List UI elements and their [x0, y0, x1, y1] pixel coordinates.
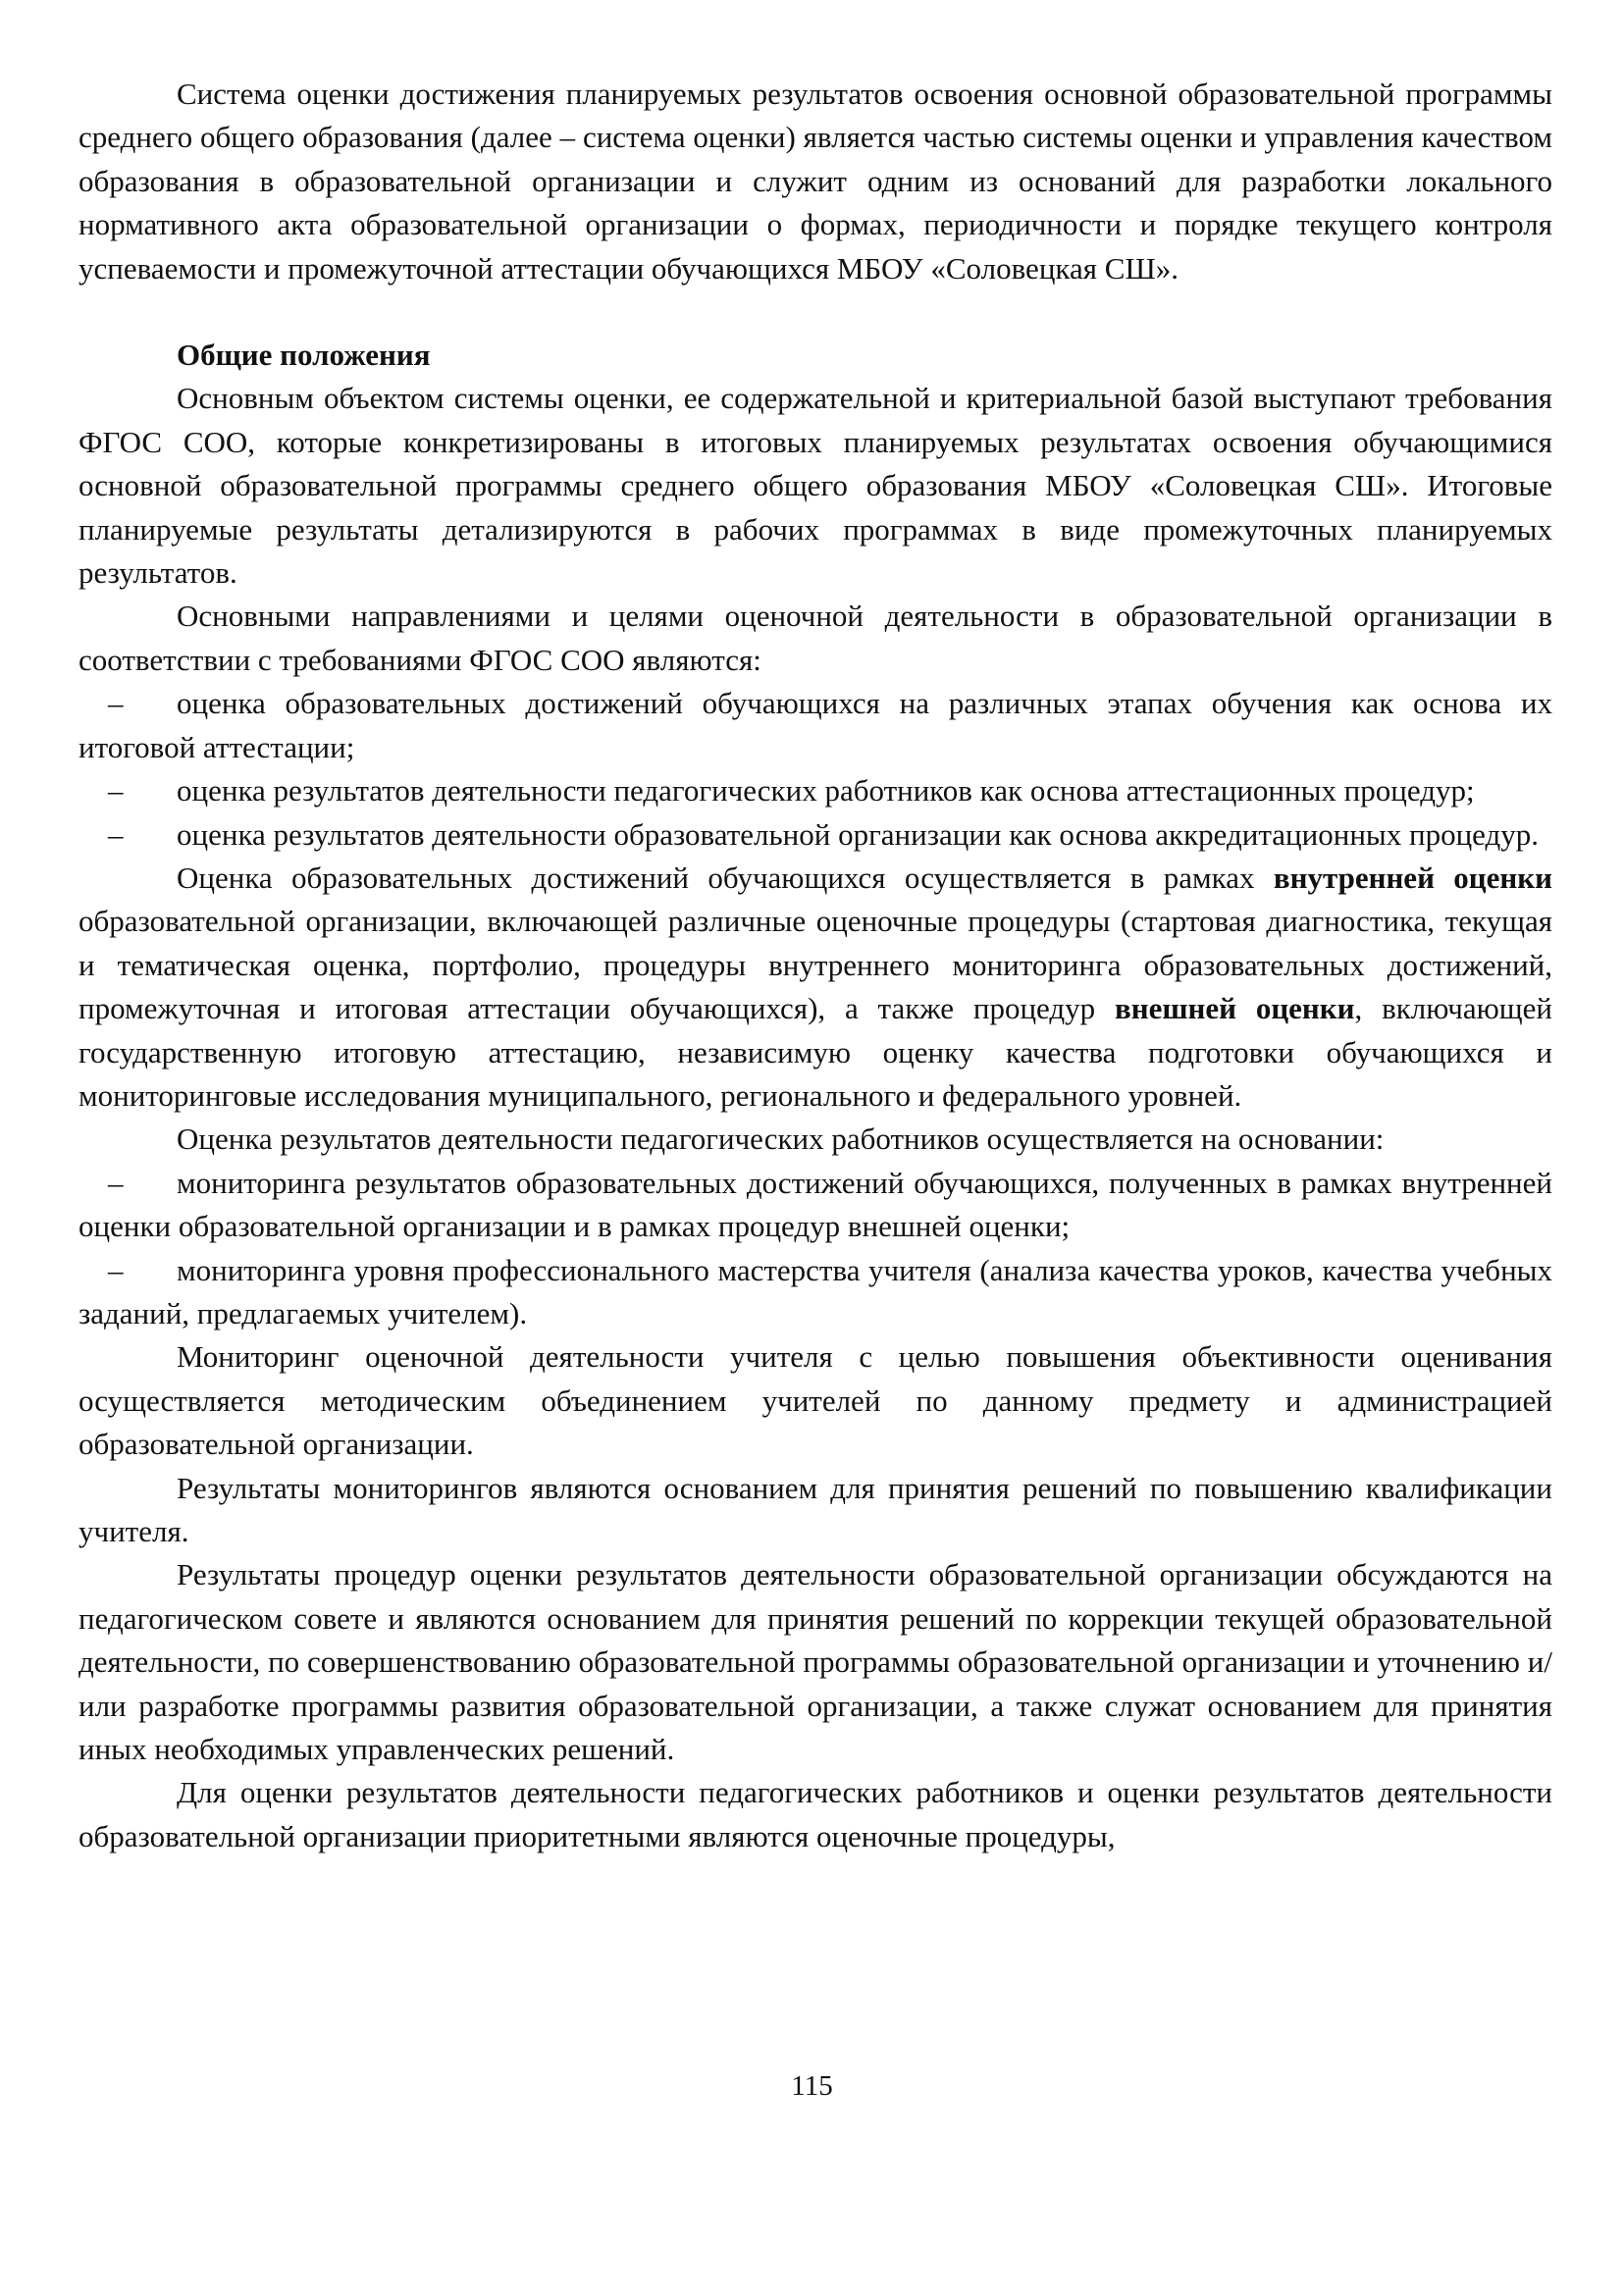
list-item: [79, 769, 1552, 812]
dash-marker: –: [108, 686, 124, 721]
paragraph-teacher-evaluation: Оценка результатов деятельности педагогических работников осуществляется на основании:: [177, 1121, 1385, 1157]
list-item-text: оценка результатов деятельности педагогических работников как основа аттестационных процедур;: [177, 773, 1475, 808]
intro-paragraph: Система оценки достижения планируемых результатов освоения основной образовательной программы среднего общего образования (далее – система оценки) является частью системы оценки и управления качеством образования в образовательной организации и служит одним из оснований для разработки локального нормативного акта образовательной организации о формах, периодичности и порядке текущего контроля успеваемости и промежуточной аттестации обучающихся МБОУ «Соловецкая СШ».: [79, 77, 1552, 286]
text-run: Оценка образовательных достижений обучающихся осуществляется в рамках: [177, 860, 1274, 895]
paragraph-assessment: [79, 857, 1552, 1118]
list-item: [79, 1162, 1552, 1249]
dash-marker: –: [108, 773, 124, 808]
paragraph-monitoring: Мониторинг оценочной деятельности учителя с целью повышения объективности оценивания осуществляется методическим объединением учителей по данному предмету и администрацией образовательной организации.: [79, 1339, 1552, 1462]
dash-marker: –: [108, 816, 124, 852]
list-item: [79, 682, 1552, 769]
list-item-text: мониторинга уровня профессионального мастерства учителя (анализа качества уроков, качества учебных заданий, предлагаемых учителем).: [79, 1252, 1552, 1330]
paragraph-priority-procedures: Для оценки результатов деятельности педагогических работников и оценки результатов деятельности образовательной организации приоритетными являются оценочные процедуры,: [79, 1775, 1552, 1853]
paragraph-monitoring-results: Результаты мониторингов являются основанием для принятия решений по повышению квалификации учителя.: [79, 1470, 1552, 1548]
bold-term-internal: внутренней оценки: [1273, 860, 1552, 895]
paragraph-main-object: Основным объектом системы оценки, ее содержательной и критериальной базой выступают требования ФГОС СОО, которые конкретизированы в итоговых планируемых результатах освоения обучающимися основной образовательной программы среднего общего образования МБОУ «Соловецкая СШ». Итоговые планируемые результаты детализируются в рабочих программах в виде промежуточных планируемых результатов.: [79, 381, 1552, 591]
list-item-text: оценка образовательных достижений обучающихся на различных этапах обучения как основа их итоговой аттестации;: [79, 686, 1552, 764]
paragraph-procedure-results: Результаты процедур оценки результатов деятельности образовательной организации обсуждаются на педагогическом совете и являются основанием для принятия решений по коррекции текущей образовательной деятельности, по совершенствованию образовательной программы образовательной организации и уточнению и/или разработке программы развития образовательной организации, а также служат основанием для принятия иных необходимых управленческих решений.: [79, 1557, 1552, 1767]
list-item: [79, 1249, 1552, 1336]
section-heading: Общие положения: [177, 338, 431, 373]
document-page: [79, 73, 1552, 1858]
list-item: [79, 813, 1552, 857]
list-item-text: оценка результатов деятельности образовательной организации как основа аккредитационных процедур.: [177, 816, 1540, 852]
page-number: 115: [791, 2070, 833, 2102]
dash-marker: –: [108, 1252, 124, 1287]
text-run: образовательной организации, включающей различные оценочные процедуры (стартовая диагностика, текущая и тематическая оценка, портфолио, процедуры внутреннего мониторинга образовательных достижений, промежуточная и итоговая аттестации обучающихся), а также процедур: [79, 904, 1552, 1026]
bold-term-external: внешней оценки: [1114, 991, 1355, 1026]
list-item-text: мониторинга результатов образовательных достижений обучающихся, полученных в рамках внутренней оценки образовательной организации и в рамках процедур внешней оценки;: [79, 1165, 1552, 1244]
paragraph-directions: Основными направлениями и целями оценочной деятельности в образовательной организации в соответствии с требованиями ФГОС СОО являются:: [79, 599, 1552, 677]
dash-marker: –: [108, 1165, 124, 1200]
text-run: , включающей государственную итоговую аттестацию, независимую оценку качества подготовки обучающихся и мониторинговые исследования муниципального, регионального и федерального уровней.: [79, 991, 1552, 1113]
